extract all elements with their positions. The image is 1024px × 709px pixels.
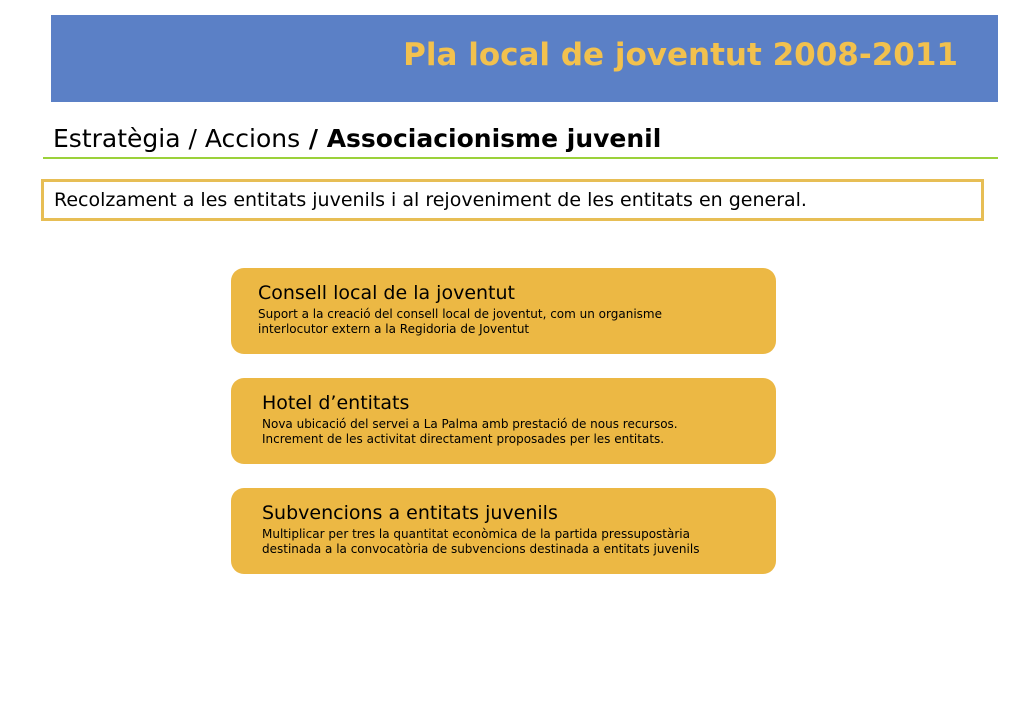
breadcrumb-separator: / bbox=[300, 124, 327, 153]
card-description bbox=[258, 307, 662, 337]
summary-box bbox=[41, 179, 984, 221]
card-description-line: destinada a la convocatòria de subvencions destinada a entitats juvenils bbox=[262, 542, 700, 556]
card-title: Subvencions a entitats juvenils bbox=[262, 502, 558, 524]
card-title: Hotel d’entitats bbox=[262, 392, 410, 414]
summary-text: Recolzament a les entitats juvenils i al rejoveniment de les entitats en general. bbox=[54, 189, 807, 211]
card-description-line: interlocutor extern a la Regidoria de Joventut bbox=[258, 322, 530, 336]
page-title: Pla local de joventut 2008-2011 bbox=[403, 37, 958, 73]
card-description-line: Suport a la creació del consell local de joventut, com un organisme bbox=[258, 307, 662, 321]
card-title: Consell local de la joventut bbox=[258, 282, 516, 304]
card-subvencions bbox=[231, 488, 776, 574]
breadcrumb-current: Associacionisme juvenil bbox=[326, 124, 662, 153]
card-consell-local bbox=[231, 268, 776, 354]
title-divider bbox=[43, 157, 998, 159]
card-description bbox=[262, 417, 678, 447]
card-description-line: Increment de les activitat directament proposades per les entitats. bbox=[262, 432, 665, 446]
card-description-line: Nova ubicació del servei a La Palma amb prestació de nous recursos. bbox=[262, 417, 678, 431]
breadcrumb bbox=[53, 124, 661, 153]
breadcrumb-item-strategy: Estratègia bbox=[53, 124, 181, 153]
breadcrumb-item-actions: Accions bbox=[204, 124, 301, 153]
card-description bbox=[262, 527, 699, 557]
card-description-line: Multiplicar per tres la quantitat econòmica de la partida pressupostària bbox=[262, 527, 690, 541]
card-hotel-entitats bbox=[231, 378, 776, 464]
breadcrumb-separator: / bbox=[180, 124, 205, 153]
header-band bbox=[51, 15, 998, 102]
